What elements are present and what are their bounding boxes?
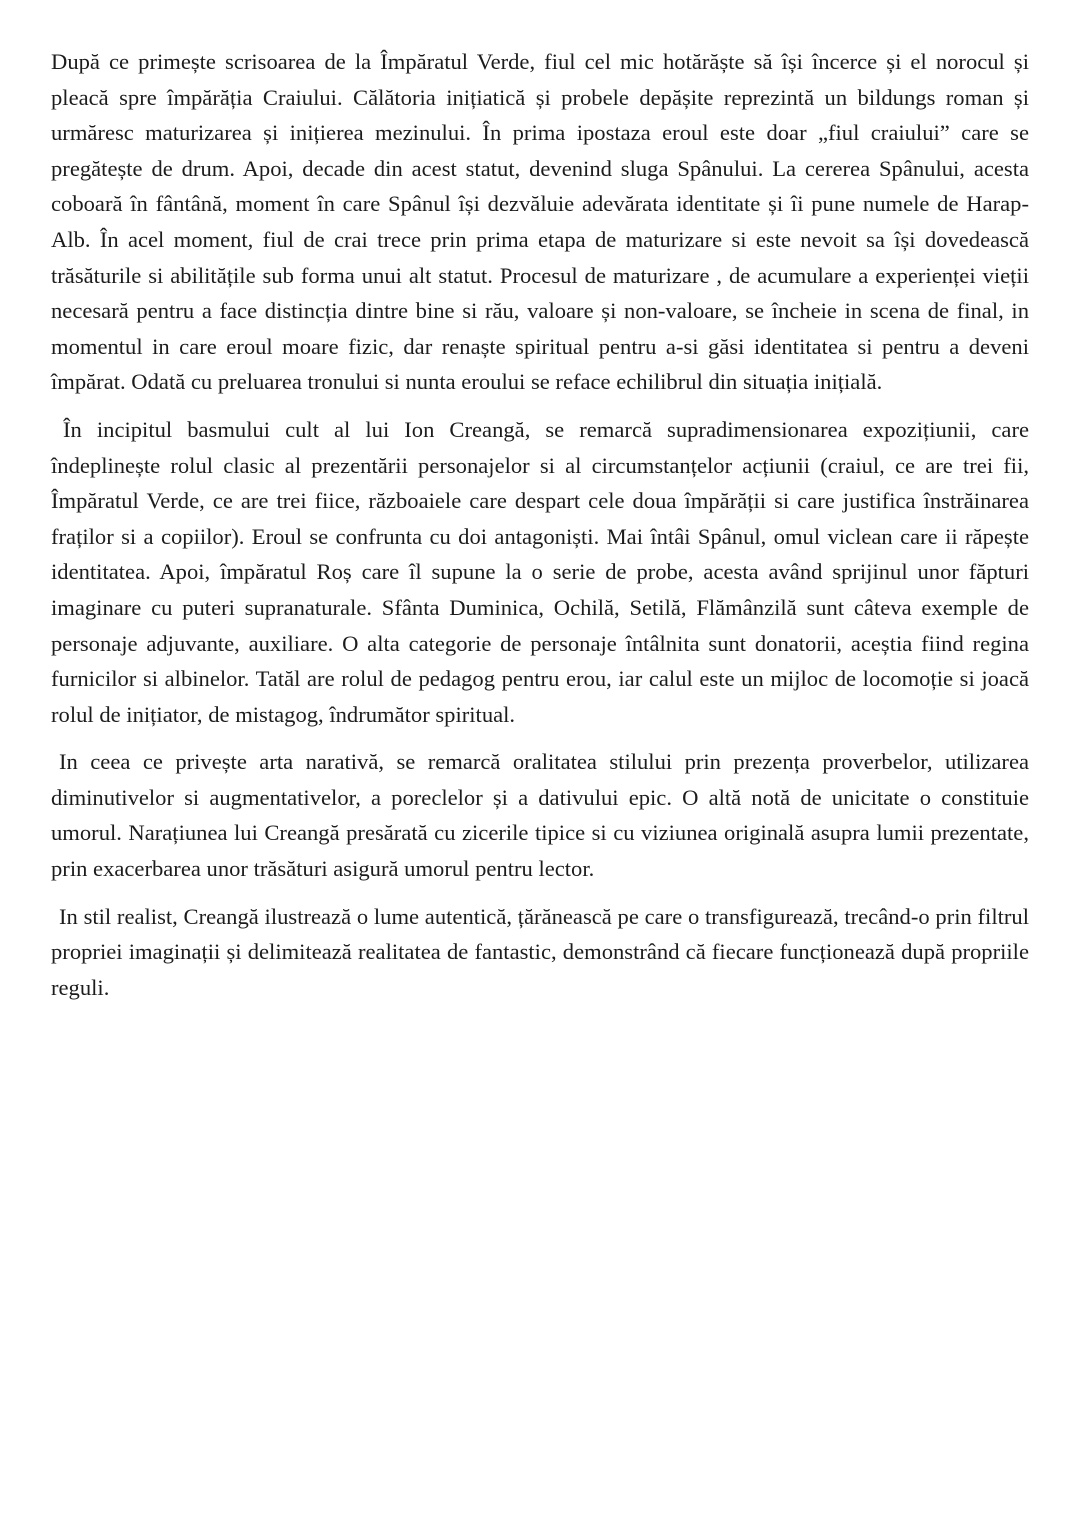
document-page	[51, 44, 1029, 1005]
paragraph-3: In ceea ce privește arta narativă, se remarcă oralitatea stilului prin prezența proverbelor, utilizarea diminutivelor si augmentativelor, a poreclelor și a dativului epic. O altă notă de unicitate o constituie umorul. Narațiunea lui Creangă presărată cu zicerile tipice si cu viziunea originală asupra lumii prezentate, prin exacerbarea unor trăsături asigură umorul pentru lector.	[51, 749, 1029, 882]
paragraph-1: După ce primește scrisoarea de la Împăratul Verde, fiul cel mic hotărăște să își încerce și el norocul și pleacă spre împărăția Craiului. Călătoria inițiatică și probele depășite reprezintă un bildungs roman și urmăresc maturizarea și inițierea mezinului. În prima ipostaza eroul este doar „fiul craiului” care se pregătește de drum. Apoi, decade din acest statut, devenind sluga Spânului. La cererea Spânului, acesta coboară în fântână, moment în care Spânul își dezvăluie adevărata identitate și îi pune numele de Harap-Alb. În acel moment, fiul de crai trece prin prima etapa de maturizare si este nevoit sa își dovedească trăsăturile si abilitățile sub forma unui alt statut. Procesul de maturizare , de acumulare a experienței vieții necesară pentru a face distincția dintre bine si rău, valoare și non-valoare, se încheie in scena de final, in momentul in care eroul moare fizic, dar renaște spiritual pentru a-si găsi identitatea si pentru a deveni împărat. Odată cu preluarea tronului si nunta eroului se reface echilibrul din situația inițială.	[51, 49, 1029, 395]
paragraph-4: In stil realist, Creangă ilustrează o lume autentică, țărănească pe care o transfigurează, trecând-o prin filtrul propriei imaginații și delimitează realitatea de fantastic, demonstrând că fiecare funcționează după propriile reguli.	[51, 903, 1029, 1000]
paragraph-2: În incipitul basmului cult al lui Ion Creangă, se remarcă supradimensionarea expozițiunii, care îndeplinește rolul clasic al prezentării personajelor si al circumstanțelor acțiunii (craiul, ce are trei fii, Împăratul Verde, ce are trei fiice, războaiele care despart cele doua împărății si care justifica înstrăinarea fraților si a copiilor). Eroul se confrunta cu doi antagoniști. Mai întâi Spânul, omul viclean care ii răpește identitatea. Apoi, împăratul Roș care îl supune la o serie de probe, acesta având sprijinul unor făpturi imaginare cu puteri supranaturale. Sfânta Duminica, Ochilă, Setilă, Flămânzilă sunt câteva exemple de personaje adjuvante, auxiliare. O alta categorie de personaje întâlnita sunt donatorii, aceștia fiind regina furnicilor si albinelor. Tatăl are rolul de pedagog pentru erou, iar calul este un mijloc de locomoție si joacă rolul de inițiator, de mistagog, îndrumător spiritual.	[51, 416, 1029, 727]
